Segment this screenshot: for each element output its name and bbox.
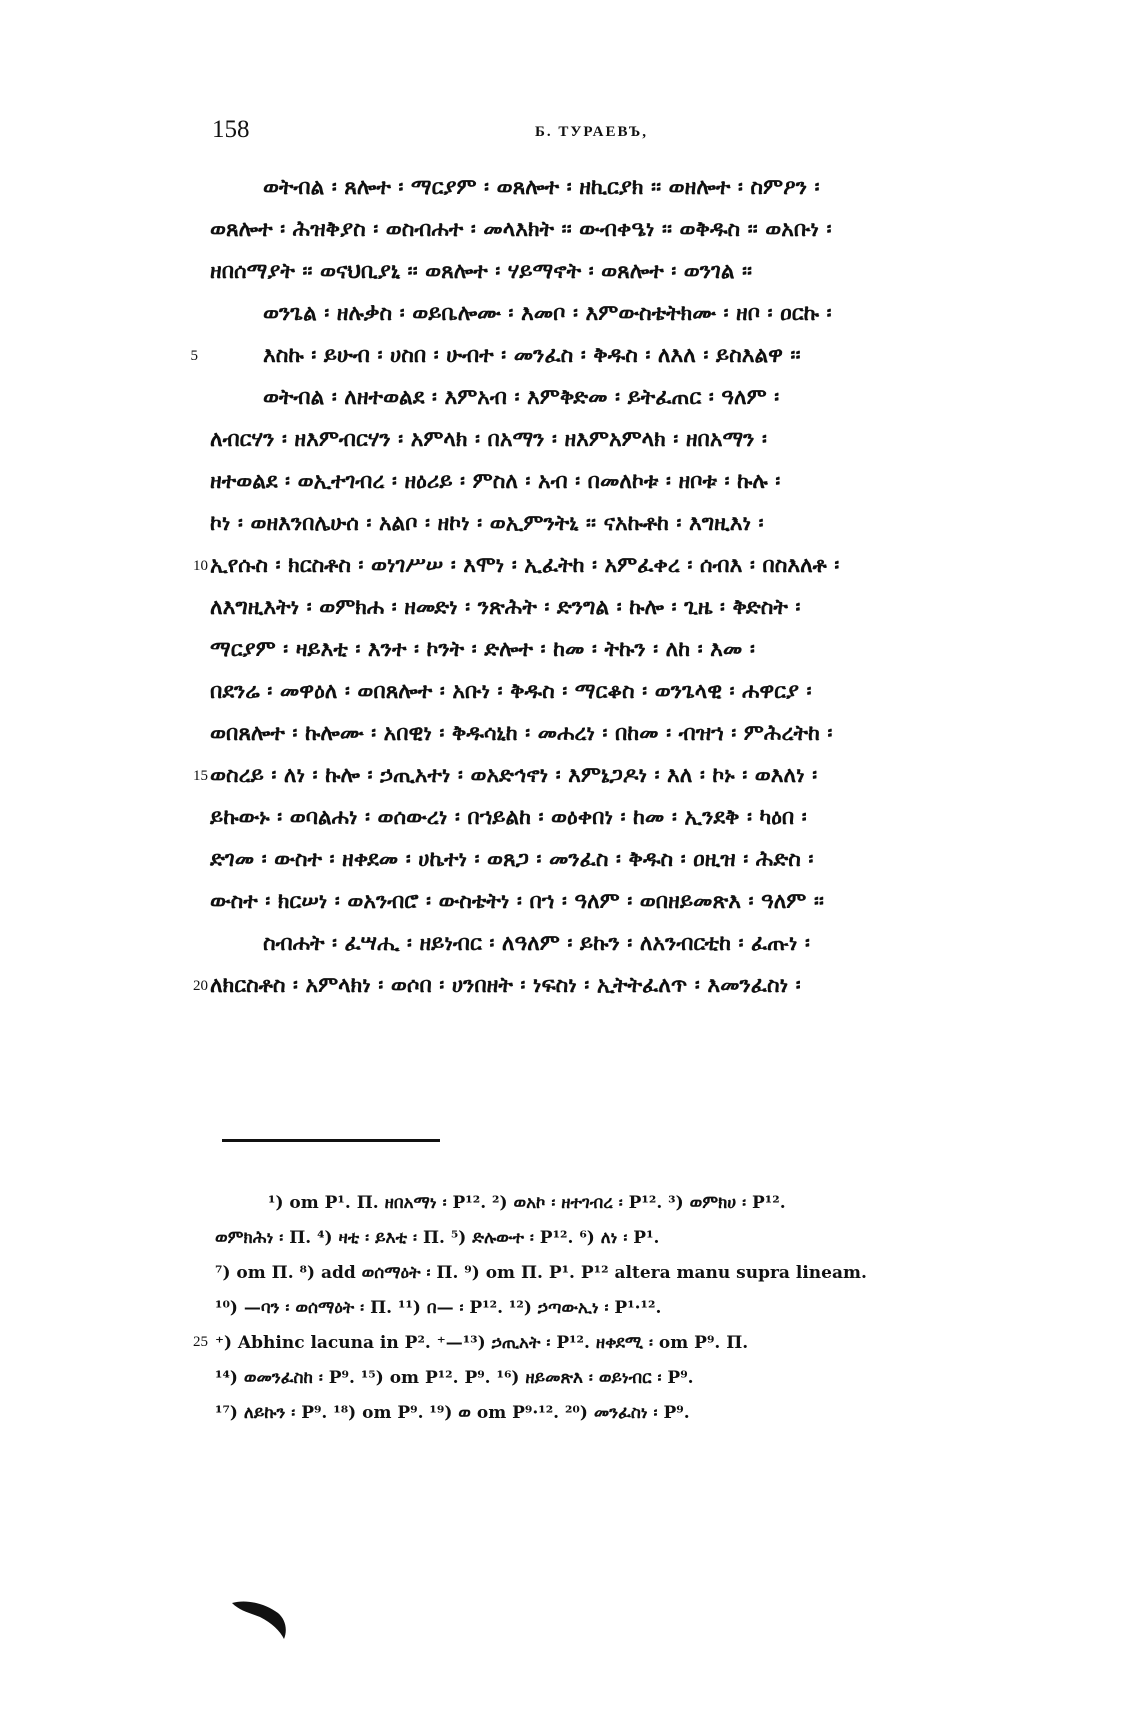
text-line: ወትብል ፡ ለዘተወልደ ፡ እምአብ ፡ እምቅድመ ፡ ይትፈጠር ፡ ዓለም ፡ (263, 385, 780, 410)
footnote-line: ¹⁷) ለይኩን ፡ P⁹. ¹⁸) om P⁹. ¹⁹) ወ om P⁹·¹². ²⁰) መንፈስነ ፡ P⁹. (215, 1403, 690, 1423)
footnote-line: ¹⁴) ወመንፈስከ ፡ P⁹. ¹⁵) om P¹². P⁹. ¹⁶) ዘይመጽእ ፡ ወይነብር ፡ P⁹. (215, 1368, 694, 1388)
footnote-line: ¹⁰) —ባን ፡ ወሰማዕት ፡ П. ¹¹) በ— ፡ P¹². ¹²) ኃጣውኢነ ፡ P¹·¹². (215, 1298, 662, 1318)
text-line: ድገመ ፡ ውስተ ፡ ዘቀደመ ፡ ሀኬተነ ፡ ወጸጋ ፡ መንፈስ ፡ ቅዱስ ፡ ዐዚዝ ፡ ሕድስ ፡ (210, 847, 814, 872)
text-line: ለእግዚእትነ ፡ ወምክሐ ፡ ዘመድነ ፡ ንጽሕት ፡ ድንግል ፡ ኩሎ ፡ ጊዜ ፡ ቅድስት ፡ (210, 595, 801, 620)
footnote-separator (222, 1139, 440, 1142)
text-line: ስብሐት ፡ ፈሣሒ ፡ ዘይነብር ፡ ለዓለም ፡ ይኩን ፡ ለአንብርቲከ ፡ ፈጡነ ፡ (263, 931, 810, 956)
text-line: ዘተወልደ ፡ ወኢተገብረ ፡ ዘዕሪይ ፡ ምስለ ፡ አብ ፡ በመለኮቱ ፡ ዘቦቱ ፡ ኩሉ ፡ (210, 469, 781, 494)
ink-blot-mark (230, 1597, 290, 1645)
text-line: ወትብል ፡ ጸሎተ ፡ ማርያም ፡ ወጸሎተ ፡ ዘኪርያክ ፡፡ ወዘሎተ ፡ ስምዖን ፡ (263, 175, 820, 200)
footnote-line: ወምክሕነ ፡ П. ⁴) ዛቲ ፡ ይእቲ ፡ П. ⁵) ድሉውተ ፡ P¹². ⁶) ለነ ፡ P¹. (215, 1228, 660, 1248)
line-number: 25 (193, 1334, 208, 1350)
text-line: ኢየሱስ ፡ ክርስቶስ ፡ ወነገሥሠ ፡ እሞነ ፡ ኢፈትከ ፡ አምፈቀረ ፡ ሰብእ ፡ በስእለቶ ፡ (210, 553, 840, 578)
page-number: 158 (212, 116, 250, 143)
text-line: ወንጌል ፡ ዘሉቃስ ፡ ወይቤሎሙ ፡ እመቦ ፡ እምውስቴትክሙ ፡ ዘቦ ፡ ዐርኩ ፡ (263, 301, 832, 326)
text-line: በደንሬ ፡ መዋዕለ ፡ ወበጸሎተ ፡ አቡነ ፡ ቅዱስ ፡ ማርቆስ ፡ ወንጌላዊ ፡ ሐዋርያ ፡ (210, 679, 812, 704)
line-number: 15 (193, 768, 208, 784)
line-number: 20 (193, 978, 208, 994)
footnote-line: ⁷) om П. ⁸) add ወሰማዕት ፡ П. ⁹) om П. P¹. P¹² altera manu supra lineam. (215, 1263, 867, 1283)
text-line: እስኩ ፡ ይሁብ ፡ ሀስበ ፡ ሁብተ ፡ መንፈስ ፡ ቅዱስ ፡ ለእለ ፡ ይስእልዋ ፡፡ (263, 343, 801, 368)
line-number: 5 (190, 348, 198, 364)
footnote-line: ⁺) Abhinc lacuna in P². ⁺—¹³) ኃጢአት ፡ P¹². ዘቀደሚ ፡ om P⁹. П. (215, 1333, 749, 1353)
text-line: ማርያም ፡ ዛይእቲ ፡ እንተ ፡ ኮንት ፡ ድሎተ ፡ ከመ ፡ ትኩን ፡ ለከ ፡ እመ ፡ (210, 637, 755, 662)
text-line: ወጸሎተ ፡ ሕዝቅያስ ፡ ወስብሐተ ፡ መላእክት ፡፡ ውብቀዔነ ፡፡ ወቅዱስ ፡፡ ወአቡነ ፡ (210, 217, 832, 242)
text-line: ለክርስቶስ ፡ አምላክነ ፡ ወሶበ ፡ ሀንበዘት ፡ ነፍስነ ፡ ኢትትፈለጥ ፡ እመንፈስነ ፡ (210, 973, 801, 998)
text-line: ወበጸሎተ ፡ ኩሎሙ ፡ አበዊነ ፡ ቅዱሳኒከ ፡ መሐረነ ፡ በከመ ፡ ብዝኀ ፡ ምሕረትከ ፡ (210, 721, 833, 746)
line-number: 10 (193, 558, 208, 574)
text-line: ውስተ ፡ ክርሠነ ፡ ወአንብሮ ፡ ውስቴትነ ፡ በኀ ፡ ዓለም ፡ ወበዘይመጽእ ፡ ዓለም ፡፡ (210, 889, 825, 914)
text-line: ወስረይ ፡ ለነ ፡ ኩሎ ፡ ኃጢአተነ ፡ ወአድኅኖነ ፡ እምኔጋዶነ ፡ እለ ፡ ኮኑ ፡ ወእለነ ፡ (210, 763, 818, 788)
text-line: ለብርሃን ፡ ዘእምብርሃን ፡ አምላክ ፡ በአማን ፡ ዘእምአምላክ ፡ ዘበአማን ፡ (210, 427, 767, 452)
text-line: ዘበሰማያት ፡፡ ወናህቢያኒ ፡፡ ወጸሎተ ፡ ሃይማኖት ፡ ወጸሎተ ፡ ወንገል ፡፡ (210, 259, 753, 284)
text-line: ኮነ ፡ ወዘእንበሌሁሰ ፡ አልቦ ፡ ዘኮነ ፡ ወኢምንትኒ ፡፡ ናአኩቶከ ፡ እግዚእነ ፡ (210, 511, 764, 536)
running-head: Б. ТУРАЕВЪ, (535, 124, 648, 140)
text-line: ይኩውኑ ፡ ወባልሐነ ፡ ወሰውረነ ፡ በኀይልከ ፡ ወዕቀበነ ፡ ከመ ፡ ኢንደቅ ፡ ካዕበ ፡ (210, 805, 807, 830)
footnote-line: ¹) om P¹. П. ዘበአማነ ፡ P¹². ²) ወአኮ ፡ ዘተገብረ ፡ P¹². ³) ወምክሀ ፡ P¹². (268, 1193, 786, 1213)
